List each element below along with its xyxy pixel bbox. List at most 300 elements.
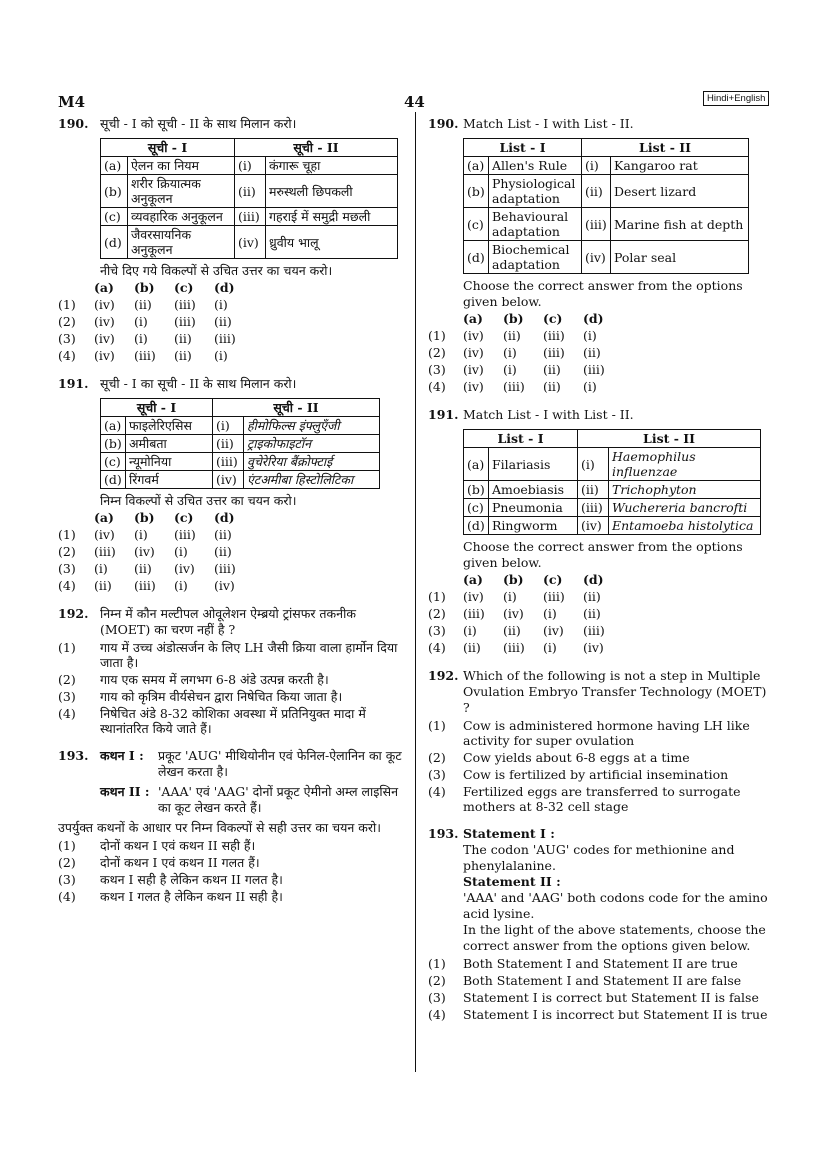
- text-cell: (a): [463, 310, 483, 326]
- text-cell: (ii): [214, 314, 232, 329]
- text-cell: Cow is administered hormone having LH like activity for super ovulation: [463, 718, 750, 748]
- text-cell: (ii): [543, 379, 561, 394]
- english-column: [428, 116, 770, 1034]
- text-cell: (i): [583, 328, 597, 343]
- text-cell: (3): [58, 689, 76, 704]
- text-cell: (iii): [583, 362, 605, 377]
- text-cell: List - II: [578, 430, 761, 448]
- table-row: [101, 226, 398, 259]
- statement-2-label: कथन II :: [100, 784, 150, 799]
- text-cell: सूची - I: [101, 399, 213, 417]
- statement-1-label: कथन I :: [100, 748, 144, 763]
- question-192-en: [428, 668, 770, 814]
- text-cell: (4): [58, 578, 76, 593]
- text-cell: एंटअमीबा हिस्टोलिटिका: [244, 471, 380, 489]
- table-row: [101, 453, 380, 471]
- option-row: [428, 378, 623, 395]
- text-cell: (c): [464, 208, 489, 241]
- list-item: [58, 889, 408, 904]
- table-row: [464, 517, 761, 535]
- text-cell: (a): [101, 417, 126, 435]
- table-row: [101, 175, 398, 208]
- options-table: [428, 571, 623, 656]
- text-cell: दोनों कथन I एवं कथन II सही हैं।: [100, 838, 256, 853]
- question-190-hi: [58, 116, 408, 364]
- text-cell: (ii): [583, 606, 601, 621]
- question-number: 192.: [58, 606, 89, 621]
- table-row: [464, 157, 749, 175]
- text-cell: (3): [58, 872, 76, 887]
- list-item: [58, 855, 408, 870]
- instruction: Choose the correct answer from the options given below.: [463, 278, 743, 309]
- option-row: [428, 622, 623, 639]
- table-row: [101, 435, 380, 453]
- question-191-en: [428, 407, 770, 656]
- text-cell: (d): [214, 509, 235, 525]
- text-cell: (i): [213, 417, 244, 435]
- text-cell: Filariasis: [489, 448, 578, 481]
- text-cell: (iii): [174, 527, 196, 542]
- text-cell: (c): [174, 509, 194, 525]
- question-stem: Which of the following is not a step in Multiple Ovulation Embryo Transfer Technology (MOET) ?: [463, 668, 767, 715]
- text-cell: (b): [101, 175, 128, 208]
- text-cell: (iii): [578, 499, 609, 517]
- text-cell: (ii): [214, 527, 232, 542]
- text-cell: (3): [428, 990, 446, 1005]
- table-row: [464, 499, 761, 517]
- table-row: [464, 481, 761, 499]
- text-cell: (b): [464, 175, 489, 208]
- text-cell: Kangaroo rat: [611, 157, 749, 175]
- text-cell: (c): [101, 453, 126, 471]
- option-list: [58, 838, 408, 904]
- text-cell: (1): [428, 718, 446, 733]
- text-cell: (2): [428, 606, 446, 621]
- text-cell: (iv): [214, 578, 235, 593]
- text-cell: व्यवहारिक अनुकूलन: [128, 208, 235, 226]
- text-cell: (d): [101, 226, 128, 259]
- text-cell: (4): [58, 348, 76, 363]
- text-cell: (iv): [174, 561, 195, 576]
- statement-1-text: The codon 'AUG' codes for methionine and phenylalanine.: [463, 842, 735, 873]
- text-cell: (i): [582, 157, 611, 175]
- text-cell: (iii): [503, 379, 525, 394]
- text-cell: (i): [543, 640, 557, 655]
- text-cell: Entamoeba histolytica: [609, 517, 761, 535]
- match-table: [463, 429, 761, 535]
- list-item: [428, 718, 770, 748]
- list-item: [428, 750, 770, 765]
- text-cell: (1): [428, 589, 446, 604]
- text-cell: कथन I गलत है लेकिन कथन II सही है।: [100, 889, 283, 904]
- text-cell: (2): [428, 973, 446, 988]
- text-cell: (d): [214, 279, 235, 295]
- text-cell: (iv): [463, 589, 484, 604]
- options-table: [428, 310, 623, 395]
- option-row: [58, 330, 254, 347]
- text-cell: (ii): [503, 328, 521, 343]
- table-row: [101, 208, 398, 226]
- text-cell: (b): [134, 509, 155, 525]
- text-cell: (4): [58, 706, 76, 721]
- text-cell: गाय में उच्च अंडोत्सर्जन के लिए LH जैसी क्रिया वाला हार्मोन दिया जाता है।: [100, 640, 398, 670]
- text-cell: (iii): [134, 578, 156, 593]
- statement-1-label: Statement I :: [463, 826, 555, 841]
- text-cell: (ii): [174, 348, 192, 363]
- option-row: [428, 605, 623, 622]
- column-divider: [415, 112, 416, 1072]
- text-cell: (i): [134, 527, 148, 542]
- table-row: [464, 175, 749, 208]
- text-cell: (iv): [94, 297, 115, 312]
- text-cell: (a): [464, 448, 489, 481]
- text-cell: (iv): [463, 328, 484, 343]
- text-cell: (2): [58, 672, 76, 687]
- text-cell: (4): [428, 784, 446, 799]
- text-cell: Statement I is incorrect but Statement II is true: [463, 1007, 768, 1022]
- text-cell: (iii): [503, 640, 525, 655]
- text-cell: (ii): [134, 561, 152, 576]
- text-cell: (ii): [503, 623, 521, 638]
- text-cell: Physiological adaptation: [489, 175, 582, 208]
- question-number: 193.: [58, 748, 89, 763]
- question-number: 192.: [428, 668, 459, 683]
- match-table: [100, 398, 380, 489]
- text-cell: (1): [428, 328, 446, 343]
- question-number: 191.: [428, 407, 459, 422]
- text-cell: Desert lizard: [611, 175, 749, 208]
- text-cell: (a): [463, 571, 483, 587]
- option-row: [58, 577, 254, 594]
- text-cell: (ii): [543, 362, 561, 377]
- option-list: [428, 718, 770, 814]
- table-row: [464, 448, 761, 481]
- statement-2-text: 'AAA' एवं 'AAG' दोनों प्रकूट ऐमीनो अम्ल लाइसिन का कूट लेखन करते हैं।: [158, 784, 399, 815]
- list-item: [58, 706, 408, 736]
- text-cell: (iii): [463, 606, 485, 621]
- text-cell: (iii): [543, 589, 565, 604]
- text-cell: (i): [583, 379, 597, 394]
- text-cell: Polar seal: [611, 241, 749, 274]
- option-row: [58, 313, 254, 330]
- text-cell: (d): [464, 241, 489, 274]
- text-cell: (b): [503, 571, 524, 587]
- text-cell: Cow is fertilized by artificial insemination: [463, 767, 729, 782]
- text-cell: (2): [58, 544, 76, 559]
- list-item: [428, 956, 770, 971]
- text-cell: Pneumonia: [489, 499, 578, 517]
- text-cell: (iii): [174, 314, 196, 329]
- text-cell: List - I: [464, 430, 578, 448]
- text-cell: (iv): [578, 517, 609, 535]
- text-cell: Amoebiasis: [489, 481, 578, 499]
- list-item: [58, 838, 408, 853]
- text-cell: (i): [543, 606, 557, 621]
- text-cell: (d): [464, 517, 489, 535]
- text-cell: List - I: [464, 139, 582, 157]
- text-cell: दोनों कथन I एवं कथन II गलत हैं।: [100, 855, 260, 870]
- instruction: उपर्युक्त कथनों के आधार पर निम्न विकल्पों से सही उत्तर का चयन करो।: [58, 820, 381, 835]
- text-cell: (c): [101, 208, 128, 226]
- question-193-en: [428, 826, 770, 1022]
- table-row: [464, 241, 749, 274]
- list-item: [58, 640, 408, 670]
- option-row: [428, 588, 623, 605]
- text-cell: (iv): [583, 640, 604, 655]
- text-cell: हीमोफिल्स इंफ्लुएँजी: [244, 417, 380, 435]
- text-cell: (c): [464, 499, 489, 517]
- text-cell: (iii): [134, 348, 156, 363]
- text-cell: कथन I सही है लेकिन कथन II गलत है।: [100, 872, 283, 887]
- question-number: 190.: [428, 116, 459, 131]
- list-item: [428, 767, 770, 782]
- text-cell: (4): [58, 889, 76, 904]
- text-cell: (ii): [174, 331, 192, 346]
- option-row: [58, 526, 254, 543]
- table-row: [464, 208, 749, 241]
- text-cell: (iv): [582, 241, 611, 274]
- text-cell: (i): [174, 544, 188, 559]
- text-cell: (ii): [94, 578, 112, 593]
- text-cell: (2): [58, 855, 76, 870]
- text-cell: (i): [578, 448, 609, 481]
- question-number: 191.: [58, 376, 89, 391]
- text-cell: (a): [101, 157, 128, 175]
- text-cell: (d): [101, 471, 126, 489]
- text-cell: (1): [58, 838, 76, 853]
- text-cell: (4): [428, 1007, 446, 1022]
- list-item: [428, 973, 770, 988]
- text-cell: (iv): [543, 623, 564, 638]
- text-cell: (ii): [583, 345, 601, 360]
- text-cell: (iv): [235, 226, 266, 259]
- text-cell: (iii): [543, 345, 565, 360]
- text-cell: (iv): [503, 606, 524, 621]
- text-cell: (3): [58, 331, 76, 346]
- match-table: [463, 138, 749, 274]
- list-item: [58, 689, 408, 704]
- text-cell: (i): [503, 362, 517, 377]
- option-row: [428, 344, 623, 361]
- table-row: [101, 157, 398, 175]
- text-cell: (b): [464, 481, 489, 499]
- question-stem: Match List - I with List - II.: [463, 407, 634, 422]
- text-cell: गहराई में समुद्री मछली: [266, 208, 398, 226]
- list-item: [428, 990, 770, 1005]
- text-cell: मरुस्थली छिपकली: [266, 175, 398, 208]
- text-cell: (d): [583, 310, 604, 326]
- text-cell: (a): [464, 157, 489, 175]
- text-cell: सूची - II: [213, 399, 380, 417]
- text-cell: कंगारू चूहा: [266, 157, 398, 175]
- text-cell: Allen's Rule: [489, 157, 582, 175]
- list-2-header: सूची - II: [235, 139, 398, 157]
- text-cell: वुचेरेरिया बैंक्रोफ्टाई: [244, 453, 380, 471]
- text-cell: (iv): [94, 527, 115, 542]
- option-row: [58, 560, 254, 577]
- text-cell: (i): [235, 157, 266, 175]
- text-cell: (ii): [214, 544, 232, 559]
- text-cell: (ii): [582, 175, 611, 208]
- question-190-en: [428, 116, 770, 395]
- text-cell: (i): [134, 314, 148, 329]
- option-row: [428, 327, 623, 344]
- hindi-column: [58, 116, 408, 916]
- text-cell: (i): [503, 589, 517, 604]
- text-cell: (iii): [174, 297, 196, 312]
- option-row: [58, 296, 254, 313]
- text-cell: (iii): [214, 331, 236, 346]
- text-cell: (iii): [94, 544, 116, 559]
- text-cell: (1): [58, 640, 76, 655]
- question-number: 193.: [428, 826, 459, 841]
- text-cell: (i): [463, 623, 477, 638]
- text-cell: (b): [503, 310, 524, 326]
- match-table: [100, 138, 398, 259]
- text-cell: Ringworm: [489, 517, 578, 535]
- text-cell: (iv): [94, 331, 115, 346]
- text-cell: रिंगवर्म: [126, 471, 213, 489]
- text-cell: (3): [58, 561, 76, 576]
- text-cell: (ii): [463, 640, 481, 655]
- text-cell: (1): [58, 297, 76, 312]
- option-row: [428, 361, 623, 378]
- text-cell: शरीर क्रियात्मक अनुकूलन: [128, 175, 235, 208]
- question-191-hi: [58, 376, 408, 594]
- text-cell: फाइलेरिएसिस: [126, 417, 213, 435]
- text-cell: (iii): [543, 328, 565, 343]
- text-cell: (i): [134, 331, 148, 346]
- text-cell: Both Statement I and Statement II are true: [463, 956, 738, 971]
- text-cell: Statement I is correct but Statement II is false: [463, 990, 759, 1005]
- option-list: [428, 956, 770, 1022]
- question-stem: सूची - I का सूची - II के साथ मिलान करो।: [100, 376, 297, 391]
- text-cell: Biochemical adaptation: [489, 241, 582, 274]
- text-cell: (iv): [94, 348, 115, 363]
- text-cell: निषेचित अंडे 8-32 कोशिका अवस्था में प्रतिनियुक्त मादा में स्थानांतरित किये जाते हैं।: [100, 706, 366, 736]
- text-cell: (2): [58, 314, 76, 329]
- text-cell: (b): [101, 435, 126, 453]
- text-cell: (iv): [134, 544, 155, 559]
- text-cell: (i): [174, 578, 188, 593]
- text-cell: (iv): [213, 471, 244, 489]
- text-cell: (4): [428, 640, 446, 655]
- text-cell: (b): [134, 279, 155, 295]
- option-row: [58, 543, 254, 560]
- statement-2-text: 'AAA' and 'AAG' both codons code for the amino acid lysine.: [463, 890, 768, 921]
- list-item: [428, 784, 770, 814]
- text-cell: (c): [543, 571, 563, 587]
- text-cell: (i): [94, 561, 108, 576]
- list-1-header: सूची - I: [101, 139, 235, 157]
- text-cell: (ii): [134, 297, 152, 312]
- text-cell: (iv): [463, 345, 484, 360]
- booklet-code: M4: [58, 93, 86, 111]
- text-cell: (iv): [94, 314, 115, 329]
- list-item: [428, 1007, 770, 1022]
- text-cell: (ii): [583, 589, 601, 604]
- statement-2-label: Statement II :: [463, 874, 561, 889]
- table-row: [101, 471, 380, 489]
- language-badge: Hindi+English: [703, 91, 769, 106]
- text-cell: (3): [428, 767, 446, 782]
- text-cell: ध्रुवीय भालू: [266, 226, 398, 259]
- text-cell: (i): [214, 297, 228, 312]
- statement-1-text: प्रकूट 'AUG' मीथियोनीन एवं फेनिल-ऐलानिन का कूट लेखन करता है।: [158, 748, 402, 779]
- text-cell: Trichophyton: [609, 481, 761, 499]
- text-cell: (1): [58, 527, 76, 542]
- instruction: In the light of the above statements, choose the correct answer from the options given below.: [463, 922, 766, 953]
- list-item: [58, 872, 408, 887]
- text-cell: (1): [428, 956, 446, 971]
- text-cell: (c): [543, 310, 563, 326]
- text-cell: ऐलन का नियम: [128, 157, 235, 175]
- text-cell: Marine fish at depth: [611, 208, 749, 241]
- text-cell: (ii): [213, 435, 244, 453]
- text-cell: (4): [428, 379, 446, 394]
- text-cell: Haemophilus influenzae: [609, 448, 761, 481]
- option-list: [58, 640, 408, 736]
- text-cell: (iii): [583, 623, 605, 638]
- question-stem: निम्न में कौन मल्टीपल ओवूलेशन ऐम्ब्रयो ट्रांसफर तकनीक (MOET) का चरण नहीं है ?: [100, 606, 356, 637]
- text-cell: ट्राइकोफाइटॉन: [244, 435, 380, 453]
- text-cell: जैवरसायनिक अनुकूलन: [128, 226, 235, 259]
- text-cell: Both Statement I and Statement II are false: [463, 973, 742, 988]
- text-cell: Fertilized eggs are transferred to surrogate mothers at 8-32 cell stage: [463, 784, 741, 814]
- text-cell: न्यूमोनिया: [126, 453, 213, 471]
- text-cell: Behavioural adaptation: [489, 208, 582, 241]
- text-cell: (iii): [235, 208, 266, 226]
- text-cell: (a): [94, 509, 114, 525]
- text-cell: (ii): [578, 481, 609, 499]
- table-row: [101, 417, 380, 435]
- text-cell: (3): [428, 362, 446, 377]
- page-number: 44: [404, 93, 425, 111]
- instruction: नीचे दिए गये विकल्पों से उचित उत्तर का चयन करो।: [100, 263, 333, 278]
- text-cell: गाय को कृत्रिम वीर्यसेचन द्वारा निषेचित किया जाता है।: [100, 689, 343, 704]
- text-cell: (a): [94, 279, 114, 295]
- text-cell: (iii): [214, 561, 236, 576]
- text-cell: (iii): [582, 208, 611, 241]
- text-cell: (i): [503, 345, 517, 360]
- question-stem: सूची - I को सूची - II के साथ मिलान करो।: [100, 116, 297, 131]
- text-cell: (3): [428, 623, 446, 638]
- text-cell: (2): [428, 750, 446, 765]
- question-193-hi: [58, 748, 408, 904]
- options-table: [58, 279, 254, 364]
- question-stem: Match List - I with List - II.: [463, 116, 634, 131]
- text-cell: अमीबता: [126, 435, 213, 453]
- instruction: निम्न विकल्पों से उचित उत्तर का चयन करो।: [100, 493, 297, 508]
- options-table: [58, 509, 254, 594]
- text-cell: (iv): [463, 379, 484, 394]
- text-cell: List - II: [582, 139, 749, 157]
- text-cell: गाय एक समय में लगभग 6-8 अंडे उत्पन्न करती है।: [100, 672, 329, 687]
- option-row: [58, 347, 254, 364]
- text-cell: (d): [583, 571, 604, 587]
- text-cell: (2): [428, 345, 446, 360]
- question-number: 190.: [58, 116, 89, 131]
- text-cell: Cow yields about 6-8 eggs at a time: [463, 750, 690, 765]
- text-cell: (ii): [235, 175, 266, 208]
- instruction: Choose the correct answer from the options given below.: [463, 539, 743, 570]
- text-cell: Wuchereria bancrofti: [609, 499, 761, 517]
- option-row: [428, 639, 623, 656]
- text-cell: (i): [214, 348, 228, 363]
- text-cell: (iii): [213, 453, 244, 471]
- text-cell: (iv): [463, 362, 484, 377]
- question-192-hi: [58, 606, 408, 736]
